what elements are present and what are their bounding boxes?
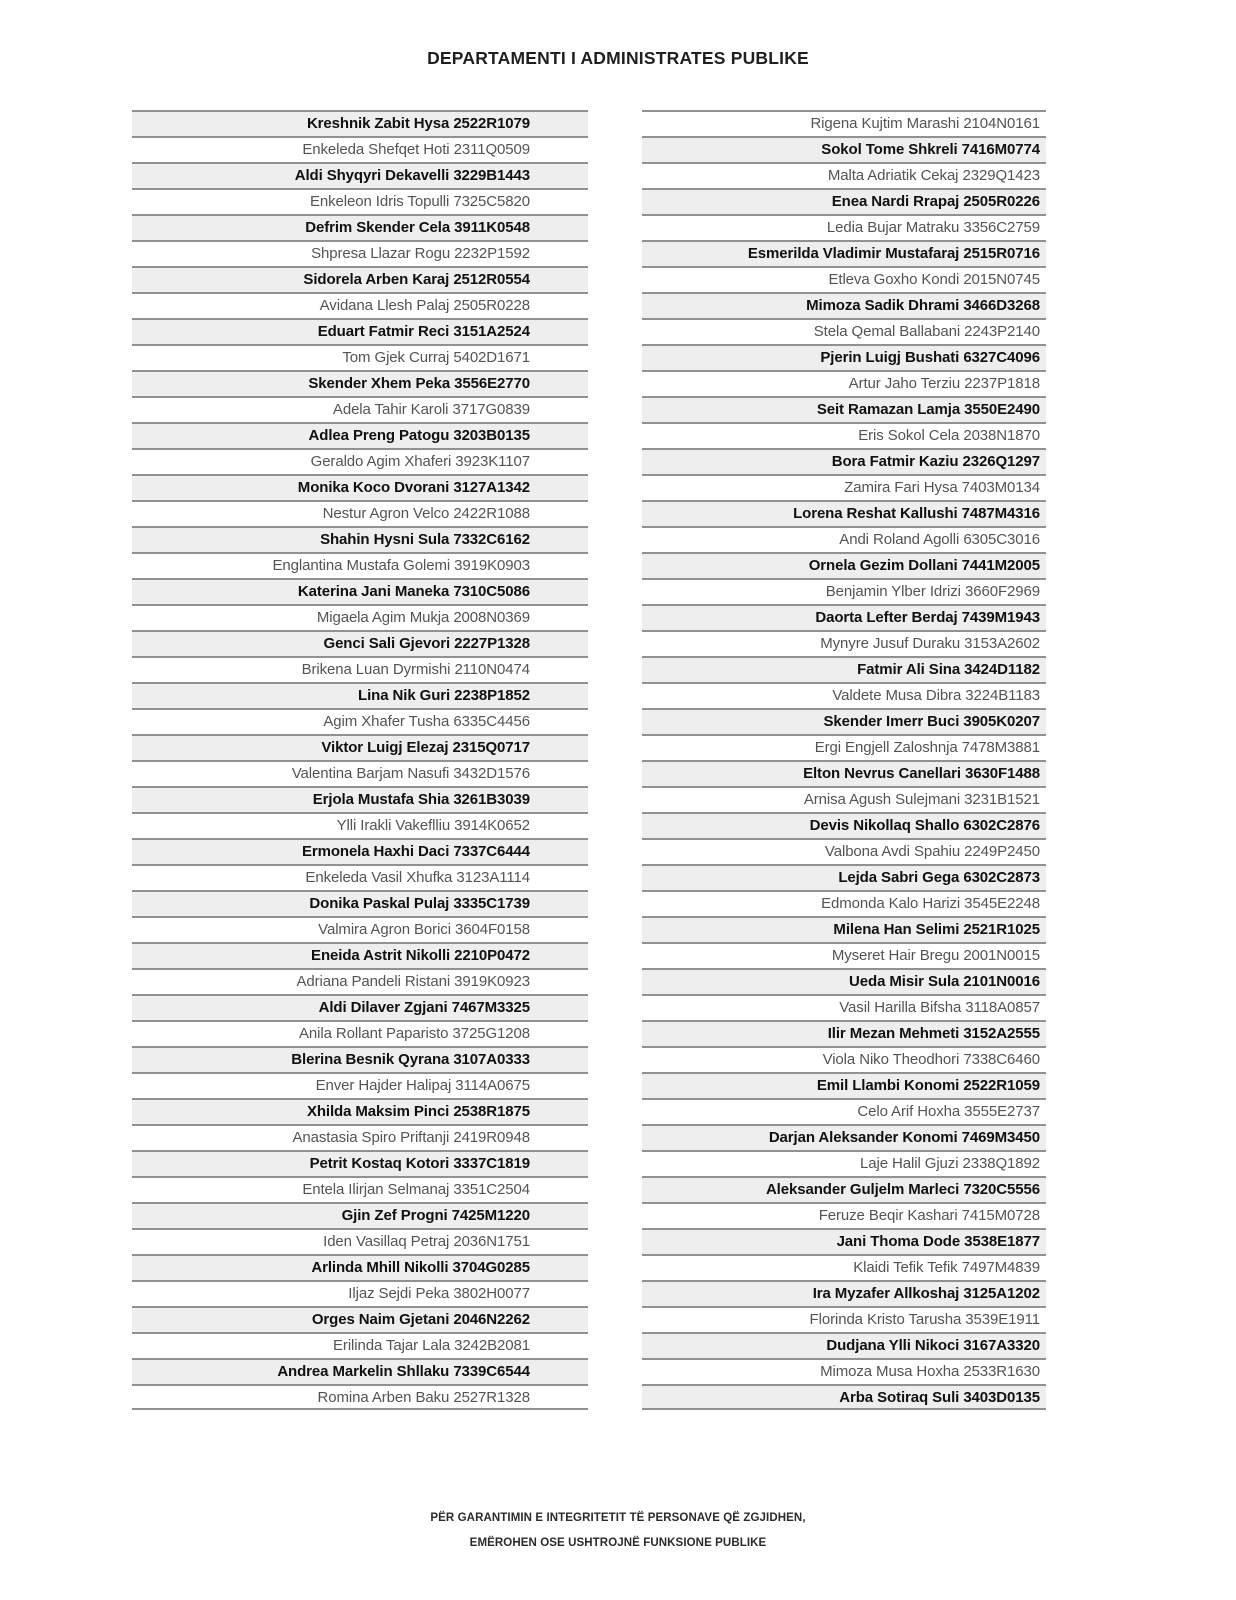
list-item: Enver Hajder Halipaj 3114A0675 xyxy=(132,1072,588,1098)
list-item: Katerina Jani Maneka 7310C5086 xyxy=(132,578,588,604)
list-item: Adlea Preng Patogu 3203B0135 xyxy=(132,422,588,448)
list-item: Aleksander Guljelm Marleci 7320C5556 xyxy=(642,1176,1046,1202)
list-item: Anila Rollant Paparisto 3725G1208 xyxy=(132,1020,588,1046)
list-item: Ermonela Haxhi Daci 7337C6444 xyxy=(132,838,588,864)
list-item: Lejda Sabri Gega 6302C2873 xyxy=(642,864,1046,890)
list-item: Ilir Mezan Mehmeti 3152A2555 xyxy=(642,1020,1046,1046)
list-item: Seit Ramazan Lamja 3550E2490 xyxy=(642,396,1046,422)
list-item: Florinda Kristo Tarusha 3539E1911 xyxy=(642,1306,1046,1332)
list-item: Tom Gjek Curraj 5402D1671 xyxy=(132,344,588,370)
footer-line-2: EMËROHEN OSE USHTROJNË FUNKSIONE PUBLIKE xyxy=(469,1537,767,1549)
list-item: Sokol Tome Shkreli 7416M0774 xyxy=(642,136,1046,162)
list-item: Donika Paskal Pulaj 3335C1739 xyxy=(132,890,588,916)
list-item: Malta Adriatik Cekaj 2329Q1423 xyxy=(642,162,1046,188)
list-item: Viola Niko Theodhori 7338C6460 xyxy=(642,1046,1046,1072)
list-item: Ira Myzafer Allkoshaj 3125A1202 xyxy=(642,1280,1046,1306)
list-item: Anastasia Spiro Priftanji 2419R0948 xyxy=(132,1124,588,1150)
list-item: Nestur Agron Velco 2422R1088 xyxy=(132,500,588,526)
list-item: Kreshnik Zabit Hysa 2522R1079 xyxy=(132,110,588,136)
list-item: Romina Arben Baku 2527R1328 xyxy=(132,1384,588,1410)
list-item: Enkeleon Idris Topulli 7325C5820 xyxy=(132,188,588,214)
list-item: Petrit Kostaq Kotori 3337C1819 xyxy=(132,1150,588,1176)
list-item: Enea Nardi Rrapaj 2505R0226 xyxy=(642,188,1046,214)
list-item: Agim Xhafer Tusha 6335C4456 xyxy=(132,708,588,734)
list-item: Iljaz Sejdi Peka 3802H0077 xyxy=(132,1280,588,1306)
list-item: Ornela Gezim Dollani 7441M2005 xyxy=(642,552,1046,578)
list-item: Genci Sali Gjevori 2227P1328 xyxy=(132,630,588,656)
list-item: Enkeleda Vasil Xhufka 3123A1114 xyxy=(132,864,588,890)
list-item: Ergi Engjell Zaloshnja 7478M3881 xyxy=(642,734,1046,760)
list-item: Erilinda Tajar Lala 3242B2081 xyxy=(132,1332,588,1358)
list-item: Viktor Luigj Elezaj 2315Q0717 xyxy=(132,734,588,760)
list-item: Enkeleda Shefqet Hoti 2311Q0509 xyxy=(132,136,588,162)
name-list-left-column xyxy=(132,110,588,1410)
list-item: Zamira Fari Hysa 7403M0134 xyxy=(642,474,1046,500)
list-item: Bora Fatmir Kaziu 2326Q1297 xyxy=(642,448,1046,474)
list-item: Migaela Agim Mukja 2008N0369 xyxy=(132,604,588,630)
list-item: Valentina Barjam Nasufi 3432D1576 xyxy=(132,760,588,786)
list-item: Vasil Harilla Bifsha 3118A0857 xyxy=(642,994,1046,1020)
list-item: Devis Nikollaq Shallo 6302C2876 xyxy=(642,812,1046,838)
list-item: Gjin Zef Progni 7425M1220 xyxy=(132,1202,588,1228)
list-item: Arlinda Mhill Nikolli 3704G0285 xyxy=(132,1254,588,1280)
list-item: Valmira Agron Borici 3604F0158 xyxy=(132,916,588,942)
list-item: Erjola Mustafa Shia 3261B3039 xyxy=(132,786,588,812)
list-item: Myseret Hair Bregu 2001N0015 xyxy=(642,942,1046,968)
list-item: Defrim Skender Cela 3911K0548 xyxy=(132,214,588,240)
list-item: Avidana Llesh Palaj 2505R0228 xyxy=(132,292,588,318)
list-item: Ledia Bujar Matraku 3356C2759 xyxy=(642,214,1046,240)
list-item: Milena Han Selimi 2521R1025 xyxy=(642,916,1046,942)
footer-line-1: PËR GARANTIMIN E INTEGRITETIT TË PERSONAVE QË ZGJIDHEN, xyxy=(430,1512,806,1524)
list-item: Skender Xhem Peka 3556E2770 xyxy=(132,370,588,396)
list-item: Klaidi Tefik Tefik 7497M4839 xyxy=(642,1254,1046,1280)
list-item: Shpresa Llazar Rogu 2232P1592 xyxy=(132,240,588,266)
list-item: Arba Sotiraq Suli 3403D0135 xyxy=(642,1384,1046,1410)
list-item: Edmonda Kalo Harizi 3545E2248 xyxy=(642,890,1046,916)
list-item: Stela Qemal Ballabani 2243P2140 xyxy=(642,318,1046,344)
list-item: Emil Llambi Konomi 2522R1059 xyxy=(642,1072,1046,1098)
list-item: Englantina Mustafa Golemi 3919K0903 xyxy=(132,552,588,578)
list-item: Orges Naim Gjetani 2046N2262 xyxy=(132,1306,588,1332)
list-item: Etleva Goxho Kondi 2015N0745 xyxy=(642,266,1046,292)
list-item: Benjamin Ylber Idrizi 3660F2969 xyxy=(642,578,1046,604)
list-item: Eduart Fatmir Reci 3151A2524 xyxy=(132,318,588,344)
list-item: Aldi Shyqyri Dekavelli 3229B1443 xyxy=(132,162,588,188)
list-item: Sidorela Arben Karaj 2512R0554 xyxy=(132,266,588,292)
list-item: Monika Koco Dvorani 3127A1342 xyxy=(132,474,588,500)
list-item: Ueda Misir Sula 2101N0016 xyxy=(642,968,1046,994)
list-item: Celo Arif Hoxha 3555E2737 xyxy=(642,1098,1046,1124)
list-item: Pjerin Luigj Bushati 6327C4096 xyxy=(642,344,1046,370)
list-item: Arnisa Agush Sulejmani 3231B1521 xyxy=(642,786,1046,812)
list-item: Feruze Beqir Kashari 7415M0728 xyxy=(642,1202,1046,1228)
list-item: Ylli Irakli Vakeflliu 3914K0652 xyxy=(132,812,588,838)
list-item: Geraldo Agim Xhaferi 3923K1107 xyxy=(132,448,588,474)
name-list-right-column xyxy=(642,110,1046,1410)
list-item: Brikena Luan Dyrmishi 2110N0474 xyxy=(132,656,588,682)
list-item: Shahin Hysni Sula 7332C6162 xyxy=(132,526,588,552)
page-title: DEPARTAMENTI I ADMINISTRATES PUBLIKE xyxy=(427,48,809,68)
list-item: Darjan Aleksander Konomi 7469M3450 xyxy=(642,1124,1046,1150)
list-item: Laje Halil Gjuzi 2338Q1892 xyxy=(642,1150,1046,1176)
list-item: Fatmir Ali Sina 3424D1182 xyxy=(642,656,1046,682)
list-item: Eneida Astrit Nikolli 2210P0472 xyxy=(132,942,588,968)
list-item: Mynyre Jusuf Duraku 3153A2602 xyxy=(642,630,1046,656)
list-item: Mimoza Musa Hoxha 2533R1630 xyxy=(642,1358,1046,1384)
list-item: Andrea Markelin Shllaku 7339C6544 xyxy=(132,1358,588,1384)
list-item: Rigena Kujtim Marashi 2104N0161 xyxy=(642,110,1046,136)
list-item: Valbona Avdi Spahiu 2249P2450 xyxy=(642,838,1046,864)
list-item: Daorta Lefter Berdaj 7439M1943 xyxy=(642,604,1046,630)
list-item: Lina Nik Guri 2238P1852 xyxy=(132,682,588,708)
page-footer xyxy=(0,1506,1236,1556)
list-item: Jani Thoma Dode 3538E1877 xyxy=(642,1228,1046,1254)
list-item: Mimoza Sadik Dhrami 3466D3268 xyxy=(642,292,1046,318)
list-item: Skender Imerr Buci 3905K0207 xyxy=(642,708,1046,734)
list-item: Andi Roland Agolli 6305C3016 xyxy=(642,526,1046,552)
list-item: Eris Sokol Cela 2038N1870 xyxy=(642,422,1046,448)
list-item: Artur Jaho Terziu 2237P1818 xyxy=(642,370,1046,396)
list-item: Adela Tahir Karoli 3717G0839 xyxy=(132,396,588,422)
list-item: Xhilda Maksim Pinci 2538R1875 xyxy=(132,1098,588,1124)
list-item: Dudjana Ylli Nikoci 3167A3320 xyxy=(642,1332,1046,1358)
list-item: Iden Vasillaq Petraj 2036N1751 xyxy=(132,1228,588,1254)
list-item: Valdete Musa Dibra 3224B1183 xyxy=(642,682,1046,708)
list-item: Elton Nevrus Canellari 3630F1488 xyxy=(642,760,1046,786)
list-item: Lorena Reshat Kallushi 7487M4316 xyxy=(642,500,1046,526)
list-item: Blerina Besnik Qyrana 3107A0333 xyxy=(132,1046,588,1072)
list-item: Entela Ilirjan Selmanaj 3351C2504 xyxy=(132,1176,588,1202)
list-item: Adriana Pandeli Ristani 3919K0923 xyxy=(132,968,588,994)
list-item: Esmerilda Vladimir Mustafaraj 2515R0716 xyxy=(642,240,1046,266)
list-item: Aldi Dilaver Zgjani 7467M3325 xyxy=(132,994,588,1020)
